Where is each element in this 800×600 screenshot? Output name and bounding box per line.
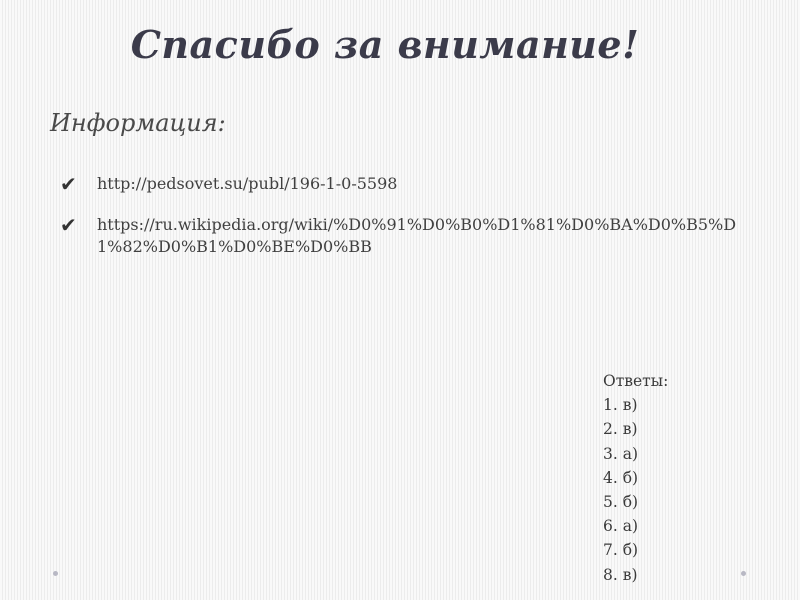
answer-item: 8. в)	[603, 565, 638, 584]
answers-block	[603, 369, 668, 587]
checkmark-icon: ✔	[60, 172, 77, 196]
answer-item: 4. б)	[603, 468, 639, 487]
checkmark-icon: ✔	[60, 213, 77, 237]
slide-title: Спасибо за внимание!	[130, 22, 640, 67]
decorative-dot-left	[53, 571, 58, 576]
answer-item: 2. в)	[603, 420, 638, 439]
link-text-pedsovet[interactable]: http://pedsovet.su/publ/196-1-0-5598	[97, 174, 398, 193]
link-text-wikipedia[interactable]: https://ru.wikipedia.org/wiki/%D0%91%D0%B0%D1%81%D0%BA%D0%B5%D1%82%D0%B1%D0%BE%D0%BB	[97, 215, 737, 256]
link-list	[60, 173, 750, 277]
answer-item: 7. б)	[603, 541, 639, 560]
answer-item: 6. а)	[603, 517, 639, 536]
link-item-pedsovet[interactable]	[60, 173, 750, 195]
link-item-wikipedia[interactable]	[60, 214, 737, 258]
answers-label: Ответы:	[603, 372, 669, 390]
decorative-dot-right	[741, 571, 746, 576]
answer-item: 5. б)	[603, 493, 639, 512]
answer-item: 1. в)	[603, 396, 638, 415]
info-heading: Информация:	[50, 109, 226, 137]
answer-item: 3. а)	[603, 444, 639, 463]
